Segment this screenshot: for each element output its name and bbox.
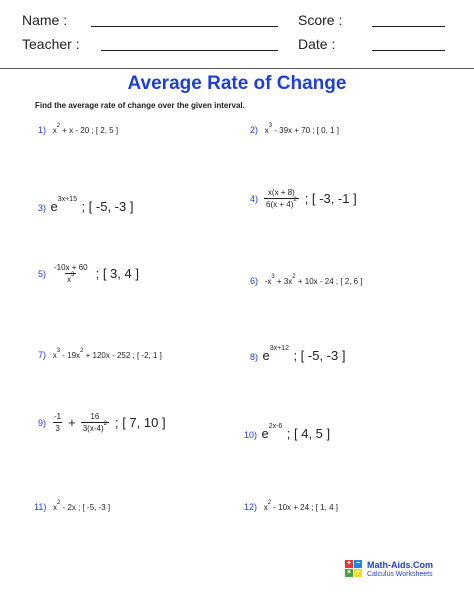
problem-number: 4) xyxy=(250,193,259,204)
logo-icon: + − × ÷ xyxy=(346,560,361,576)
problem-6: 6) $-x^3 + 3x^2 + 10x - 24$ ; [ 2, 6 ] xyxy=(250,274,363,286)
problem-number: 12) xyxy=(244,502,258,512)
problem-1: 1) $x^2 + x - 20$ ; [ 2, 5 ] xyxy=(38,123,119,135)
fraction: $\frac{16}{3(x-4)^2}$ xyxy=(82,412,107,433)
problem-number: 1) xyxy=(38,125,47,135)
name-field-line[interactable] xyxy=(91,26,278,27)
problem-number: 8) xyxy=(250,352,259,362)
problem-number: 10) xyxy=(244,430,258,440)
problem-5 xyxy=(38,263,139,284)
logo-subtitle: Calculus Worksheets xyxy=(367,571,433,578)
problem-4 xyxy=(250,188,357,209)
interval: ; [ 3, 4 ] xyxy=(95,266,139,281)
worksheet-title: Average Rate of Change xyxy=(127,73,347,94)
problem-9: 9) $\frac{-1}{3}$ + $\frac{16}{3(x-4)^2}$ ; [ 7, 10 ] xyxy=(38,412,166,433)
date-field-line[interactable] xyxy=(372,50,445,51)
interval: ; [ 2, 6 ] xyxy=(335,277,363,286)
interval: ; [ 7, 10 ] xyxy=(114,415,166,430)
interval: ; [ 1, 4 ] xyxy=(311,503,338,512)
interval: ; [ -2, 1 ] xyxy=(132,351,162,360)
problem-7: 7) $x^3 - 19x^2 + 120x - 252$ ; [ -2, 1 ] xyxy=(38,348,162,360)
header-divider xyxy=(0,68,474,69)
interval: ; [ -5, -3 ] xyxy=(293,348,346,363)
teacher-label: Teacher : xyxy=(22,36,80,52)
score-field-line[interactable] xyxy=(372,26,445,27)
problem-11: 11) $x^2 - 2x$ ; [ -5, -3 ] xyxy=(34,500,111,512)
interval: ; [ -3, -1 ] xyxy=(304,191,357,206)
problem-10: 10) $e^{2x-6}$ ; [ 4, 5 ] xyxy=(244,423,331,441)
problem-number: 3) xyxy=(38,203,47,213)
problem-2: 2) $x^3 - 39x + 70$ ; [ 0, 1 ] xyxy=(250,123,339,135)
interval: ; [ 2, 5 ] xyxy=(91,126,119,135)
fraction: $\frac{-1}{3}$ xyxy=(54,412,62,433)
interval: ; [ -5, -3 ] xyxy=(78,503,111,512)
problem-3: 3) $e^{3x+15}$ ; [ -5, -3 ] xyxy=(38,196,134,214)
problem-number: 5) xyxy=(38,268,47,279)
logo-title: Math-Aids.Com xyxy=(367,560,433,570)
date-label: Date : xyxy=(298,36,336,52)
problem-number: 7) xyxy=(38,350,47,360)
interval: ; [ -5, -3 ] xyxy=(81,199,134,214)
score-label: Score : xyxy=(298,12,343,28)
problem-8: 8) $e^{3x+12}$ ; [ -5, -3 ] xyxy=(250,345,346,363)
problem-number: 2) xyxy=(250,125,259,135)
interval: ; [ 4, 5 ] xyxy=(286,426,331,441)
instructions: Find the average rate of change over the given interval. xyxy=(35,101,245,110)
name-label: Name : xyxy=(22,12,68,28)
fraction: $\frac{-10x + 60}{x^3}$ xyxy=(54,263,88,284)
interval: ; [ 0, 1 ] xyxy=(312,126,339,135)
problem-number: 6) xyxy=(250,276,259,286)
teacher-field-line[interactable] xyxy=(101,50,278,51)
problem-number: 9) xyxy=(38,417,47,428)
problem-12: 12) $x^2 - 10x + 24$ ; [ 1, 4 ] xyxy=(244,500,338,512)
fraction: $\frac{x(x + 8)}{6(x + 4)^2}$ xyxy=(266,188,297,209)
problem-number: 11) xyxy=(34,502,47,512)
